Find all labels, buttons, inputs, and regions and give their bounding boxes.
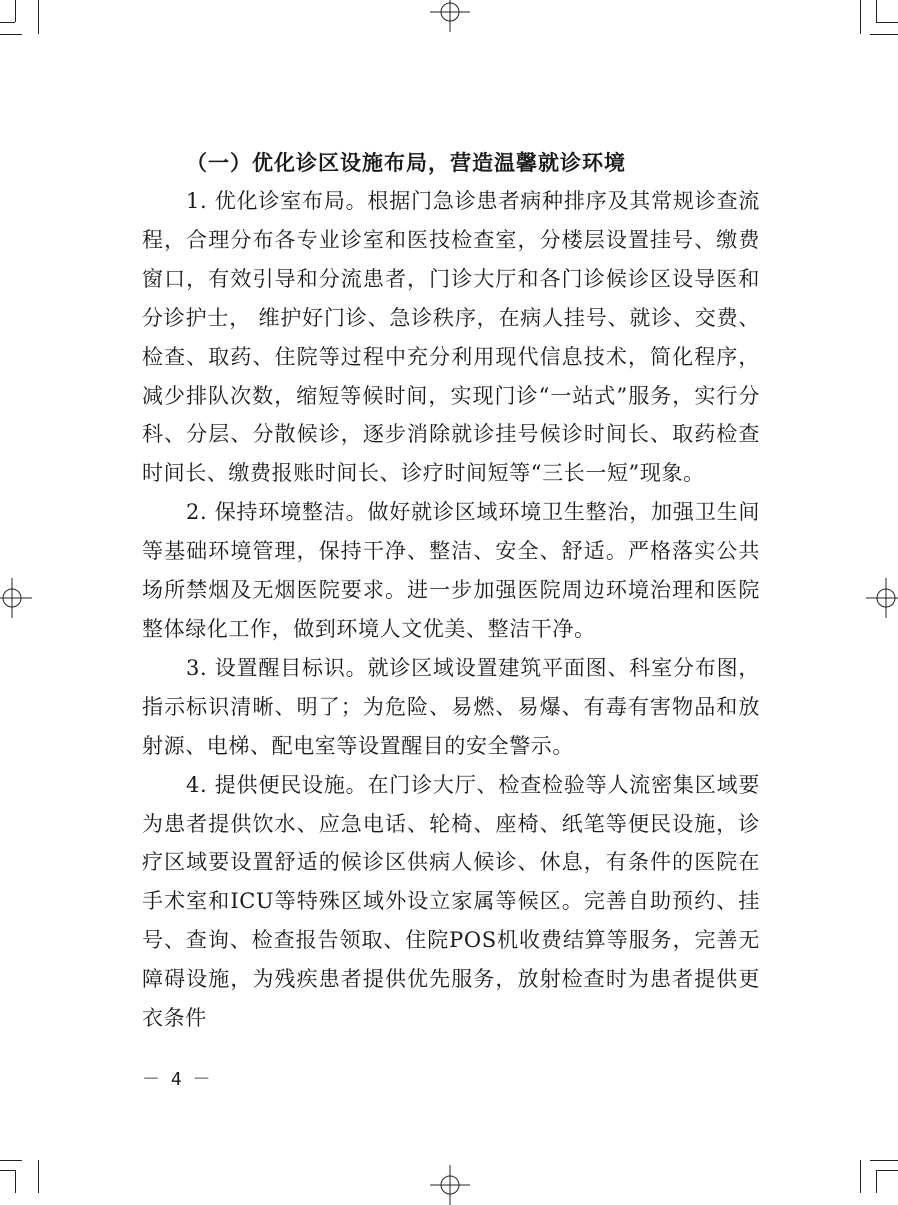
registration-crosshair-icon [866,578,898,618]
crop-mark-icon [876,1170,898,1171]
paragraph-environment: 2. 保持环境整洁。做好就诊区域环境卫生整治，加强卫生间等基础环境管理，保持干净、整洁、安全、舒适。严格落实公共场所禁烟及无烟医院要求。进一步加强医院周边环境治理和医院整体绿化工作，做到环境人文优美、整洁干净。 [142,500,760,641]
crop-mark-icon [870,1160,898,1161]
crop-mark-icon [15,1170,16,1193]
paragraph-facilities: 4. 提供便民设施。在门诊大厅、检查检验等人流密集区域要为患者提供饮水、应急电话、轮椅、座椅、纸笔等便民设施，诊疗区域要设置舒适的候诊区供病人候诊、休息，有条件的医院在手术室和ICU等特殊区域外设立家属等候区。完善自助预约、挂号、查询、检查报告领取、住院POS机收费结算等服务，完善无障碍设施，为残疾患者提供优先服务，放射检查时为患者提供更衣条件 [142,772,760,1031]
crop-mark-icon [0,22,15,23]
crop-mark-icon [15,0,16,22]
paragraph-signage: 3. 设置醒目标识。就诊区域设置建筑平面图、科室分布图，指示标识清晰、明了；为危险、易燃、易爆、有毒有害物品和放射源、电梯、配电室等设置醒目的安全警示。 [142,655,760,758]
crop-mark-icon [0,1160,22,1161]
crop-mark-icon [38,1160,39,1193]
crop-mark-icon [38,0,39,34]
crop-mark-icon [876,22,898,23]
crop-mark-icon [0,34,22,35]
section-heading: （一）优化诊区设施布局，营造温馨就诊环境 [186,150,626,175]
registration-crosshair-icon [430,1165,470,1205]
crop-mark-icon [870,34,898,35]
crop-mark-icon [876,0,877,22]
document-body [142,144,760,1038]
crop-mark-icon [0,1170,15,1171]
crop-mark-icon [876,1170,877,1193]
registration-crosshair-icon [430,0,470,32]
paragraph-layout: 1. 优化诊室布局。根据门急诊患者病种排序及其常规诊查流程，合理分布各专业诊室和医技检查室，分楼层设置挂号、缴费窗口，有效引导和分流患者，门诊大厅和各门诊候诊区设导医和分诊护士， 维护好门诊、急诊秩序，在病人挂号、就诊、交费、检查、取药、住院等过程中充分利用现代信息技术，简化程序，减少排队次数，缩短等候时间，实现门诊“一站式”服务，实行分科、分层、分散候诊，逐步消除就诊挂号候诊时间长、取药检查时间长、缴费报账时间长、诊疗时间短等“三长一短”现象。 [142,189,760,486]
crop-mark-icon [860,0,861,34]
crop-mark-icon [860,1160,861,1193]
page-number: － 4 － [142,1069,211,1090]
registration-crosshair-icon [0,578,32,618]
